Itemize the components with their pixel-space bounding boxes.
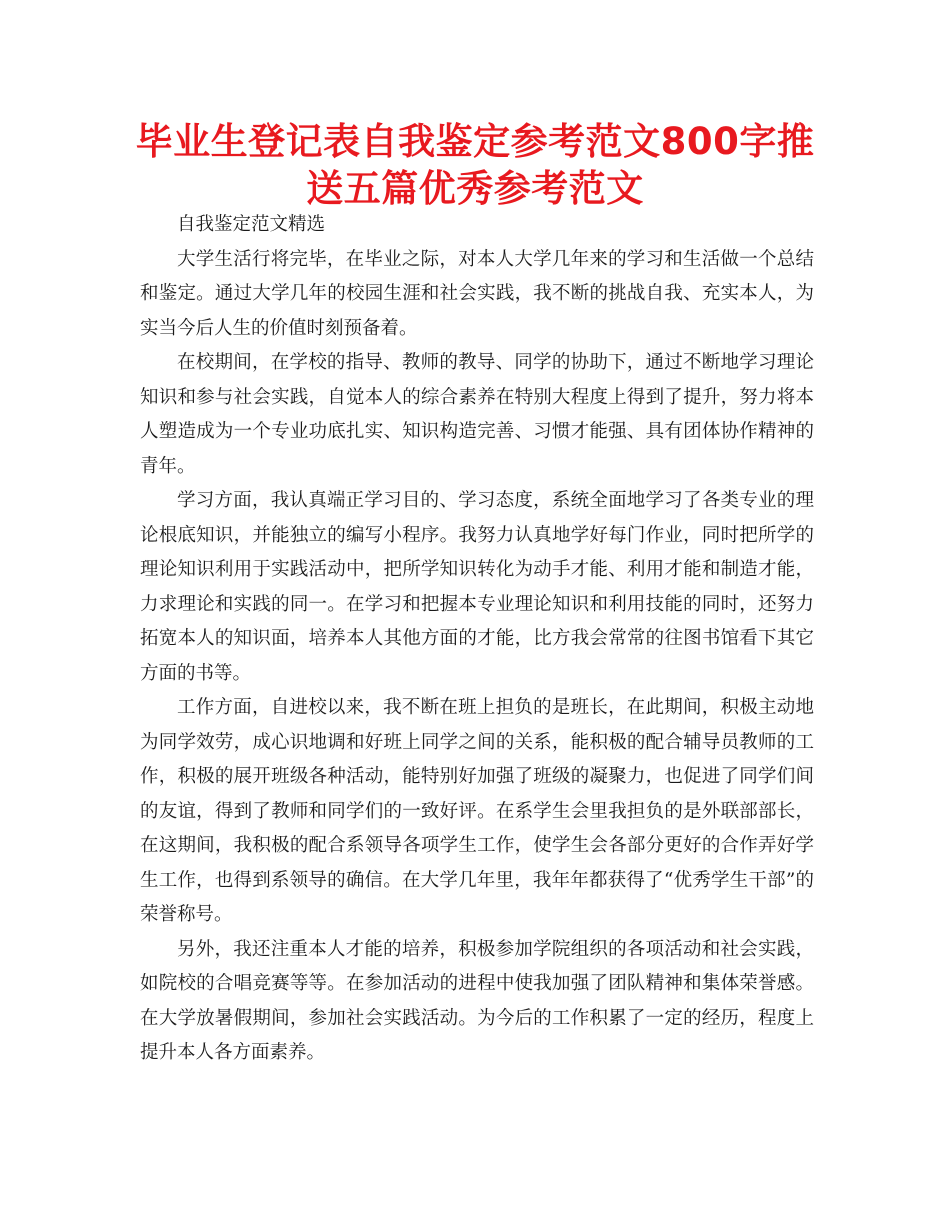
body-paragraph: 另外，我还注重本人才能的培养，积极参加学院组织的各项活动和社会实践，如院校的合唱竞赛等等。在参加活动的进程中使我加强了团队精神和集体荣誉感。在大学放暑假期间，参加社会实践活动。为今后的工作积累了一定的经历，程度上提升本人各方面素养。 xyxy=(140,938,814,1063)
document-body xyxy=(140,208,814,1071)
document-title: 毕业生登记表自我鉴定参考范文800字推送五篇优秀参考范文 xyxy=(135,120,815,210)
body-paragraph: 工作方面，自进校以来，我不断在班上担负的是班长，在此期间，积极主动地为同学效劳，成心识地调和好班上同学之间的关系，能积极的配合辅导员教师的工作，积极的展开班级各种活动，能特别好加强了班级的凝聚力，也促进了同学们间的友谊，得到了教师和同学们的一致好评。在系学生会里我担负的是外联部部长，在这期间，我积极的配合系领导各项学生工作，使学生会各部分更好的合作弄好学生工作，也得到系领导的确信。在大学几年里，我年年都获得了“优秀学生干部”的荣誉称号。 xyxy=(140,697,814,925)
body-paragraph: 大学生活行将完毕，在毕业之际，对本人大学几年来的学习和生活做一个总结和鉴定。通过大学几年的校园生涯和社会实践，我不断的挑战自我、充实本人，为实当今后人生的价值时刻预备着。 xyxy=(140,248,814,339)
body-paragraph: 学习方面，我认真端正学习目的、学习态度，系统全面地学习了各类专业的理论根底知识，并能独立的编写小程序。我努力认真地学好每门作业，同时把所学的理论知识利用于实践活动中，把所学知识转化为动手才能、利用才能和制造才能，力求理论和实践的同一。在学习和把握本专业理论知识和利用技能的同时，还努力拓宽本人的知识面，培养本人其他方面的才能，比方我会常常的往图书馆看下其它方面的书等。 xyxy=(140,490,814,684)
body-paragraph: 在校期间，在学校的指导、教师的教导、同学的协助下，通过不断地学习理论知识和参与社会实践，自觉本人的综合素养在特别大程度上得到了提升，努力将本人塑造成为一个专业功底扎实、知识构造完善、习惯才能强、具有团体协作精神的青年。 xyxy=(140,352,814,477)
section-heading: 自我鉴定范文精选 xyxy=(177,214,326,235)
